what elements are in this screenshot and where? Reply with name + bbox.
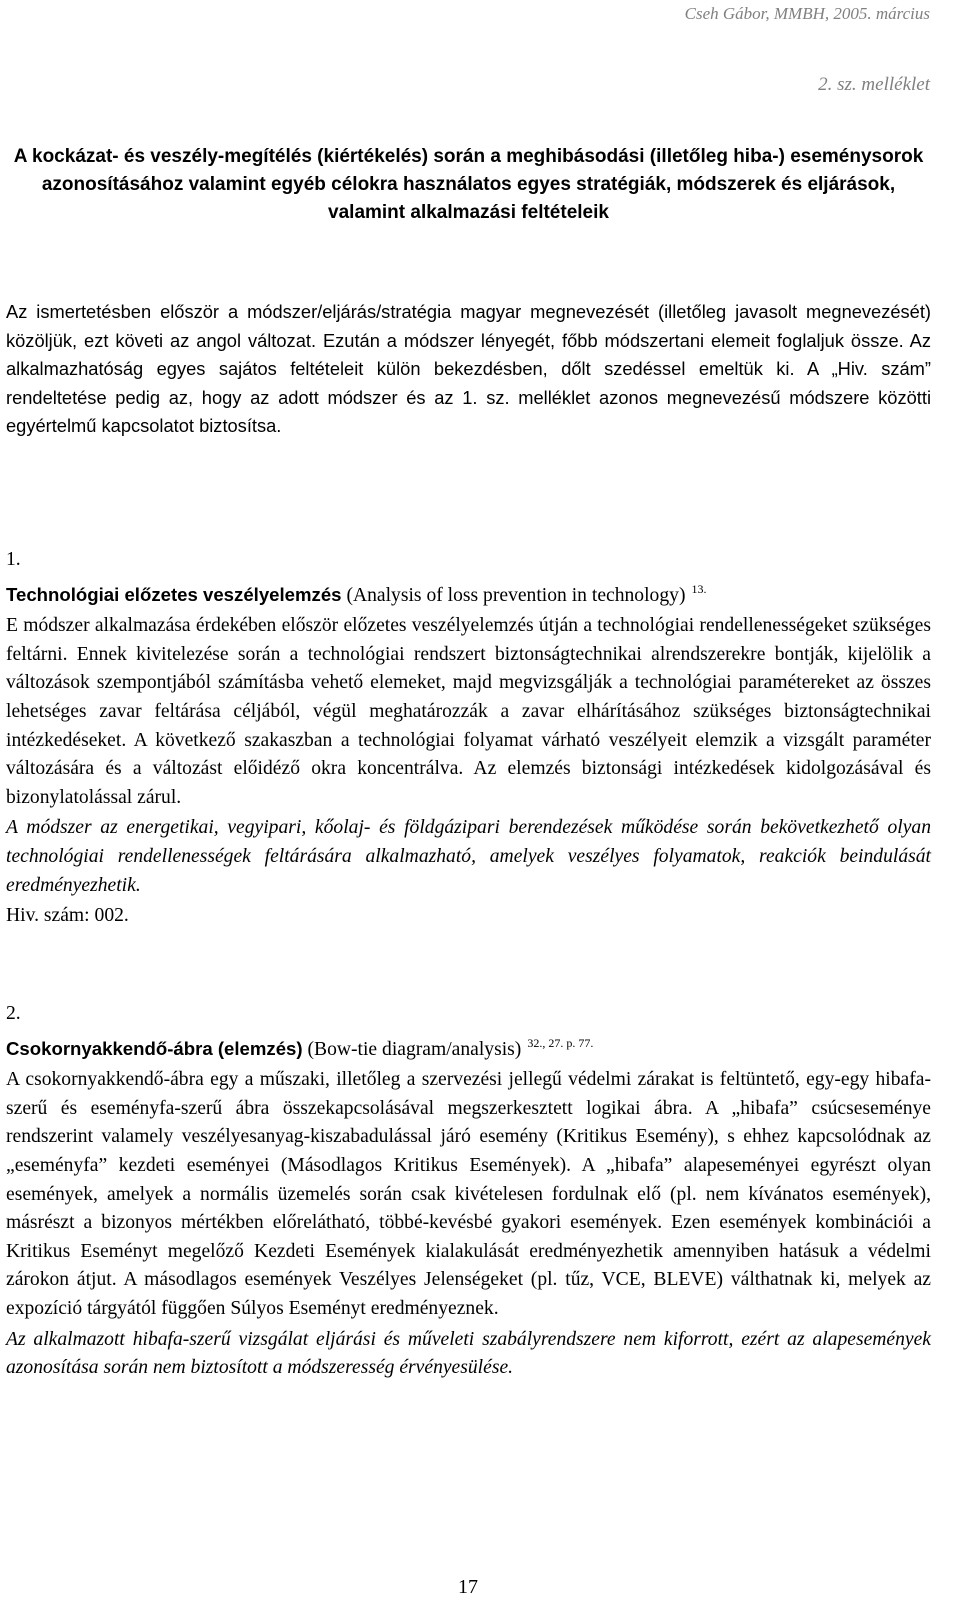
header-author-date: Cseh Gábor, MMBH, 2005. március bbox=[684, 4, 930, 23]
hiv-szam: Hiv. szám: 002. bbox=[6, 905, 129, 927]
section-title-hu: Technológiai előzetes veszélyelemzés bbox=[6, 583, 342, 605]
section-number: 2. bbox=[6, 1003, 21, 1024]
section-body: A csokornyakkendő-ábra egy a műszaki, illetőleg a szervezési jellegű védelmi zárakat is feltüntető, egy-egy hibafa-szerű és eseményfa-szerű ábra összekapcsolásával megszerkesztett logikai ábra. A „hibafa” csúcseseménye rendszerint valamely veszélyesanyag-kiszabadulással járó esemény (Kritikus Esemény), s ehhez kapcsolódnak az „eseményfa” kezdeti eseményei (Másodlagos Kritikus Események). A „hibafa” alapeseményei egyrészt olyan események, amelyek a normális üzemelés során csak kivételesen fordulnak elő (pl. nem kívánatos események), másrészt a bizonyos mértékben előrelátható, többé-kevésbé gyakori események. Ezen események kombinációi a Kritikus Eseményt megelőző Kezdeti Események kialakulását eredményezhetik amennyiben hatásuk a védelmi zárokon átjut. A másodlagos események Veszélyes Jelenségeket (pl. tűz, VCE, BLEVE) válthatnak ki, melyek az expozíció tárgyától függően Súlyos Eseményt eredményeznek. bbox=[6, 1069, 931, 1319]
section-reference: 32., 27. p. 77. bbox=[527, 1035, 594, 1050]
intro-paragraph: Az ismertetésben először a módszer/eljárás/stratégia magyar megnevezését (illetőleg javasolt megnevezését) közöljük, ezt követi az angol változat. Ezután a módszer lényegét, főbb módszertani elemeit foglaljuk össze. Az alkalmazhatóság egyes sajátos feltételeit külön bekezdésben, dőlt szedéssel emeltük ki. A „Hiv. szám” rendeltetése pedig az, hogy az adott módszer és az 1. sz. melléklet azonos megnevezésű módszere közötti egyértelmű kapcsolatot biztosítsa. bbox=[6, 301, 931, 436]
page-number: 17 bbox=[458, 1576, 478, 1598]
section-reference: 13. bbox=[691, 581, 707, 596]
section-1 bbox=[6, 546, 931, 931]
section-applicability: A módszer az energetikai, vegyipari, kőolaj- és földgázipari berendezések működése során bekövetkezhető olyan technológiai rendellenességek feltárására alkalmazható, amelyek veszélyes folyamatok, reakciók beindulását eredményezhetik. bbox=[6, 817, 931, 896]
section-applicability: Az alkalmazott hibafa-szerű vizsgálat eljárási és műveleti szabályrendszere nem kiforrott, ezért az alapesemények azonosítása során nem biztosított a módszeresség érvényesülése. bbox=[6, 1328, 931, 1379]
section-title-en: (Analysis of loss prevention in technology) bbox=[346, 584, 686, 606]
annex-label: 2. sz. melléklet bbox=[818, 74, 930, 95]
section-2 bbox=[6, 1000, 931, 1383]
section-number: 1. bbox=[6, 549, 21, 570]
section-title-hu: Csokornyakkendő-ábra (elemzés) bbox=[6, 1037, 303, 1059]
section-heading bbox=[6, 1029, 931, 1065]
section-heading bbox=[6, 575, 931, 611]
document-title: A kockázat- és veszély-megítélés (kiértékelés) során a meghibásodási (illetőleg hiba-) eseménysorok azonosításához valamint egyéb célokra használatos egyes stratégiák, módszerek és eljárások, valamint alkalmazási feltételeik bbox=[13, 146, 924, 223]
section-body: E módszer alkalmazása érdekében először előzetes veszélyelemzés útján a technológiai rendellenességeket szükséges feltárni. Ennek kivitelezése során a technológiai rendszert biztonságtechnikai alrendszerekre bontják, kijelölik a változások szempontjából számításba vehető elemeket, majd megvizsgálják a technológiai paramétereket az összes lehetséges zavar feltárása céljából, végül meghatározzák a zavar elhárításához szükséges biztonságtechnikai intézkedéseket. A következő szakaszban a technológiai folyamat várható veszélyeit elemzik a vizsgált paraméter változására és a változást előidéző okra koncentrálva. Az elemzés biztonsági intézkedések kidolgozásával és bizonylatolással zárul. bbox=[6, 615, 931, 808]
section-title-en: (Bow-tie diagram/analysis) bbox=[307, 1038, 522, 1060]
